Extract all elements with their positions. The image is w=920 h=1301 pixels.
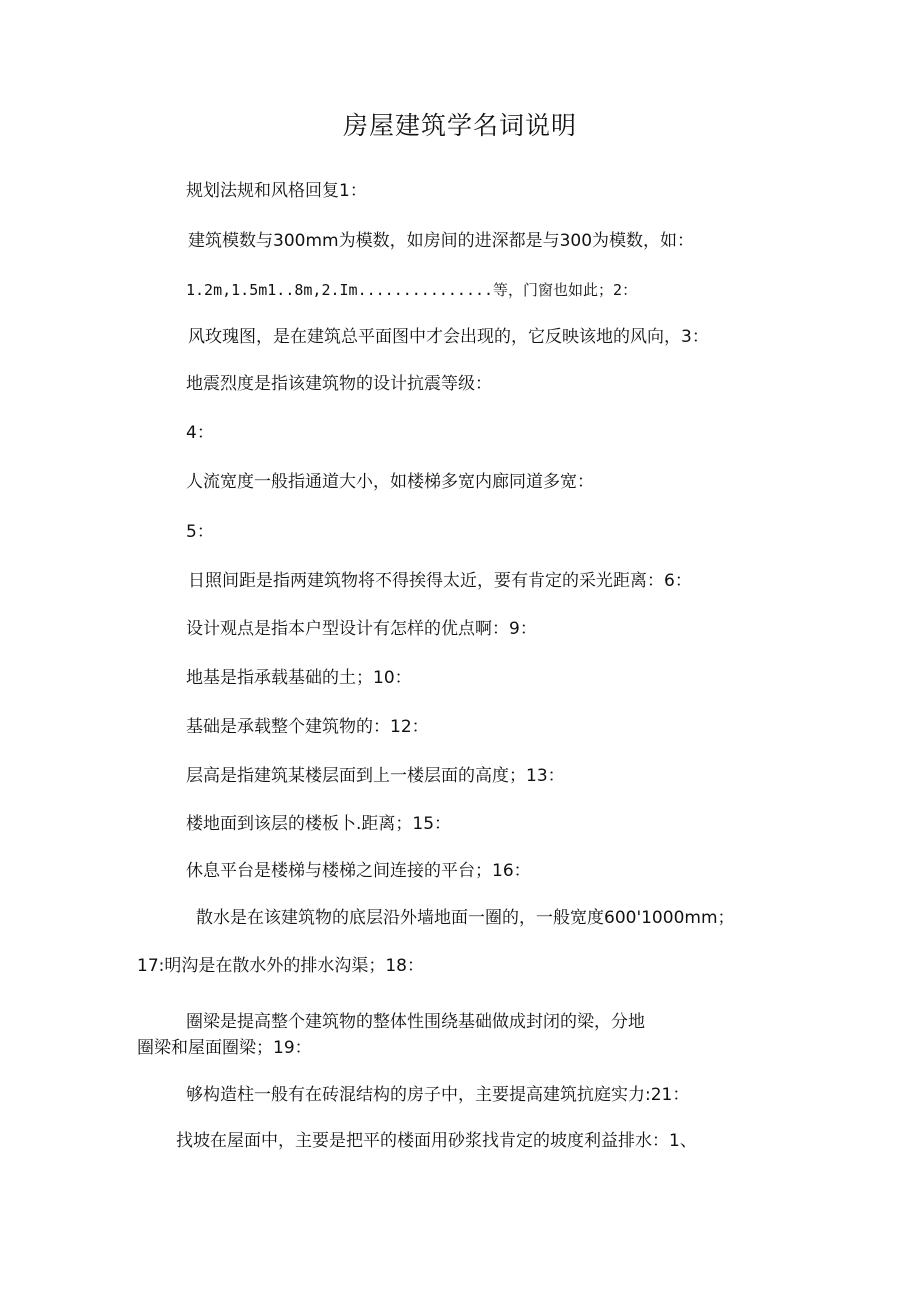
text-line: 设计观点是指本户型设计有怎样的优点啊：9： xyxy=(186,619,537,639)
text-line: 1.2m,1.5m1..8m,2.Im...............等，门窗也如此；2： xyxy=(186,281,638,299)
document-title: 房屋建筑学名词说明 xyxy=(342,111,577,140)
text-line: 基础是承载整个建筑物的：12： xyxy=(186,717,429,737)
text-line: 17:明沟是在散水外的排水沟渠；18： xyxy=(137,956,424,976)
text-line: 层高是指建筑某楼层面到上一楼层面的高度；13： xyxy=(186,766,565,786)
text-line: 风玫瑰图，是在建筑总平面图中才会出现的，它反映该地的风向，3： xyxy=(188,327,709,347)
text-line: 地基是指承载基础的土；10： xyxy=(186,668,412,688)
text-line: 休息平台是楼梯与楼梯之间连接的平台；16： xyxy=(186,861,531,881)
text-line: 人流宽度一般指通道大小，如楼梯多宽内廊同道多宽： xyxy=(186,472,594,492)
text-line: 建筑模数与300mm为模数，如房间的进深都是与300为模数，如： xyxy=(188,231,695,251)
text-line: 圈梁和屋面圈梁；19： xyxy=(137,1038,312,1058)
text-line: 地震烈度是指该建筑物的设计抗震等级： xyxy=(186,374,492,394)
text-line: 4： xyxy=(186,423,214,443)
text-line: 楼地面到该层的楼板卜.距离；15： xyxy=(186,814,452,834)
text-line: 够构造柱一般有在砖混结构的房子中，主要提高建筑抗庭实力:21： xyxy=(186,1085,690,1105)
text-line: 散水是在该建筑物的底层沿外墙地面一圈的，一般宽度600'1000mm； xyxy=(196,908,735,928)
text-line: 找坡在屋面中，主要是把平的楼面用砂浆找肯定的坡度利益排水：1、 xyxy=(176,1131,697,1151)
text-line: 规划法规和风格回复1： xyxy=(186,181,367,201)
text-line: 5： xyxy=(186,522,214,542)
text-line: 日照间距是指两建筑物将不得挨得太近，要有肯定的采光距离：6： xyxy=(188,571,692,591)
text-line: 圈梁是提高整个建筑物的整体性围绕基础做成封闭的梁，分地 xyxy=(186,1012,645,1032)
